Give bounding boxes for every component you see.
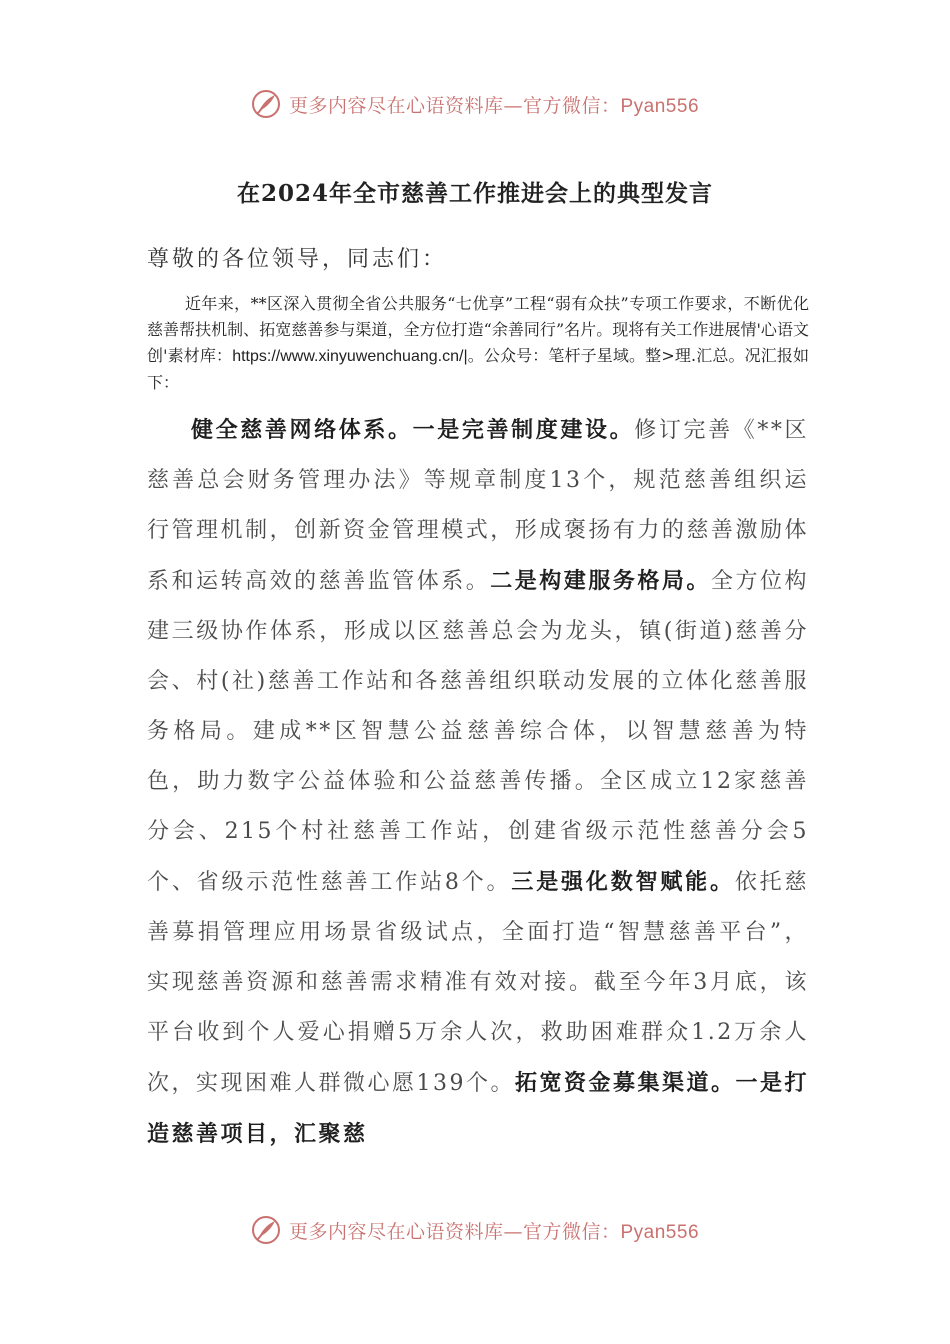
body-text-segment: 依托慈善募捐管理应用场景省级试点，全面打造“智慧慈善平台”，实现慈善资源和慈善需求精准有效对接。截至今年3月底，该平台收到个人爱心捐赠5万余人次，救助困难群众1.2万余人次，实现困难人群微心愿139个。 (147, 870, 809, 1096)
watermark-header (0, 82, 950, 126)
salutation: 尊敬的各位领导，同志们： (147, 247, 448, 272)
body-text-segment: 修订完善《**区慈善总会财务管理办法》等规章制度13个，规范慈善组织运行管理机制，创新资金管理模式，形成褒扬有力的慈善激励体系和运转高效的慈善监管体系。 (147, 418, 809, 594)
document-title: 在2024年全市慈善工作推进会上的典型发言 (236, 180, 713, 207)
source-url: https://www.xinyuwenchuang.cn/| (232, 348, 468, 365)
body-heading-segment: 健全慈善网络体系。一是完善制度建设。 (191, 417, 635, 443)
quill-pen-logo-icon (251, 89, 281, 119)
body-paragraph (147, 405, 809, 1160)
wechat-id: Pyan556 (620, 95, 700, 117)
body-heading-segment: 拓宽资金募集渠道。一是打造慈善项目，汇聚慈 (147, 1070, 810, 1147)
body-text-segment: 全方位构建三级协作体系，形成以区慈善总会为龙头，镇(街道)慈善分会、村(社)慈善工作站和各慈善组织联动发展的立体化慈善服务格局。建成**区智慧公益慈善综合体，以智慧慈善为特色，助力数字公益体验和公益慈善传播。全区成立12家慈善分会、215个村社慈善工作站，创建省级示范性慈善分会5个、省级示范性慈善工作站8个。 (147, 569, 809, 895)
watermark-footer (0, 1208, 950, 1252)
quill-pen-logo-icon (251, 1215, 281, 1245)
wechat-id: Pyan556 (620, 1221, 700, 1243)
watermark-text: 更多内容尽在心语资料库—官方微信：Pyan556 (288, 1220, 700, 1243)
body-heading-segment: 二是构建服务格局。 (490, 568, 711, 594)
watermark-text: 更多内容尽在心语资料库—官方微信：Pyan556 (288, 94, 700, 117)
body-heading-segment: 三是强化数智赋能。 (511, 869, 735, 895)
intro-paragraph: 近年来，**区深入贯彻全省公共服务“七优享”工程“弱有众扶”专项工作要求，不断优化慈善帮扶机制、拓宽慈善参与渠道，全方位打造“余善同行”名片。现将有关工作进展情'心语文创'素材库：https://www.xinyuwenchuang.cn/|。公众号：笔杆子星域。整>理.汇总。况汇报如下： (147, 294, 809, 392)
